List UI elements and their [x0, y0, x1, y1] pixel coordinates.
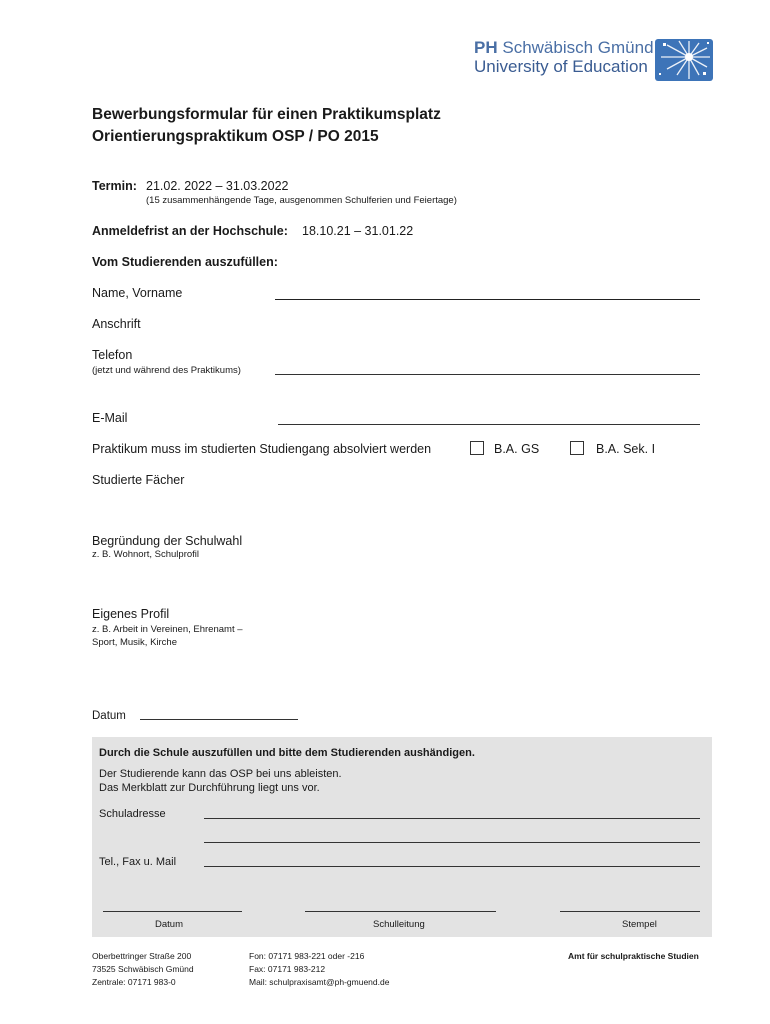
option-ba-gs-label: B.A. GS [494, 442, 540, 456]
school-text-1: Der Studierende kann das OSP bei uns ableisten. [99, 768, 342, 780]
sig-head-line[interactable] [305, 911, 496, 912]
anmeldefrist-value: 18.10.21 – 31.01.22 [302, 224, 414, 238]
footer-city: 73525 Schwäbisch Gmünd [92, 964, 194, 974]
date-field[interactable] [140, 719, 298, 720]
profile-note-2: Sport, Musik, Kirche [92, 637, 177, 648]
sig-date-label: Datum [155, 919, 183, 930]
checkbox-ba-sek[interactable] [570, 441, 584, 455]
logo-line-1 [474, 38, 654, 57]
sig-stamp-label: Stempel [622, 919, 657, 930]
footer-switchboard: Zentrale: 07171 983-0 [92, 977, 176, 987]
reason-note: z. B. Wohnort, Schulprofil [92, 549, 200, 560]
footer-office: Amt für schulpraktische Studien [568, 951, 699, 961]
school-address-field-1[interactable] [204, 818, 700, 819]
phone-label: Telefon [92, 348, 133, 362]
title-line-2: Orientierungspraktikum OSP / PO 2015 [92, 128, 379, 145]
footer-street: Oberbettringer Straße 200 [92, 951, 192, 961]
footer-contact [249, 950, 389, 989]
termin-value: 21.02. 2022 – 31.03.2022 [146, 179, 289, 193]
termin-label: Termin: [92, 179, 137, 193]
sig-head-label: Schulleitung [373, 919, 425, 930]
form-title [92, 104, 441, 148]
sunburst-logo-icon [655, 39, 713, 81]
name-label: Name, Vorname [92, 286, 183, 300]
logo-name: Schwäbisch Gmünd [502, 38, 654, 57]
address-label: Anschrift [92, 317, 141, 331]
reason-label: Begründung der Schulwahl [92, 534, 243, 548]
title-line-1: Bewerbungsformular für einen Praktikumsplatz [92, 106, 441, 123]
footer-mail[interactable]: Mail: schulpraxisamt@ph-gmuend.de [249, 977, 390, 987]
student-heading: Vom Studierenden auszufüllen: [92, 255, 278, 269]
logo-line-2: University of Education [474, 57, 648, 76]
school-contact-label: Tel., Fax u. Mail [99, 856, 177, 868]
email-field[interactable] [278, 424, 700, 425]
school-address-label: Schuladresse [99, 808, 166, 820]
footer-fax: Fax: 07171 983-212 [249, 964, 326, 974]
footer-phone: Fon: 07171 983-221 oder -216 [249, 951, 365, 961]
option-ba-sek-label: B.A. Sek. I [596, 442, 656, 456]
anmeldefrist-label: Anmeldefrist an der Hochschule: [92, 224, 288, 238]
school-heading: Durch die Schule auszufüllen und bitte dem Studierenden aushändigen. [99, 747, 475, 759]
sig-stamp-line[interactable] [560, 911, 700, 912]
date-label: Datum [92, 710, 126, 722]
school-address-field-2[interactable] [204, 842, 700, 843]
logo-text [474, 38, 654, 76]
email-label: E-Mail [92, 411, 128, 425]
name-field[interactable] [275, 299, 700, 300]
school-contact-field[interactable] [204, 866, 700, 867]
logo-ph: PH [474, 38, 498, 57]
footer-address [92, 950, 194, 989]
course-question: Praktikum muss im studierten Studiengang absolviert werden [92, 442, 432, 456]
checkbox-ba-gs[interactable] [470, 441, 484, 455]
profile-note-1: z. B. Arbeit in Vereinen, Ehrenamt – [92, 624, 243, 635]
profile-label: Eigenes Profil [92, 607, 170, 621]
sig-date-line[interactable] [103, 911, 242, 912]
phone-field[interactable] [275, 374, 700, 375]
school-text-2: Das Merkblatt zur Durchführung liegt uns vor. [99, 782, 320, 794]
subjects-label: Studierte Fächer [92, 473, 185, 487]
termin-note: (15 zusammenhängende Tage, ausgenommen Schulferien und Feiertage) [146, 195, 457, 206]
phone-note: (jetzt und während des Praktikums) [92, 365, 241, 376]
